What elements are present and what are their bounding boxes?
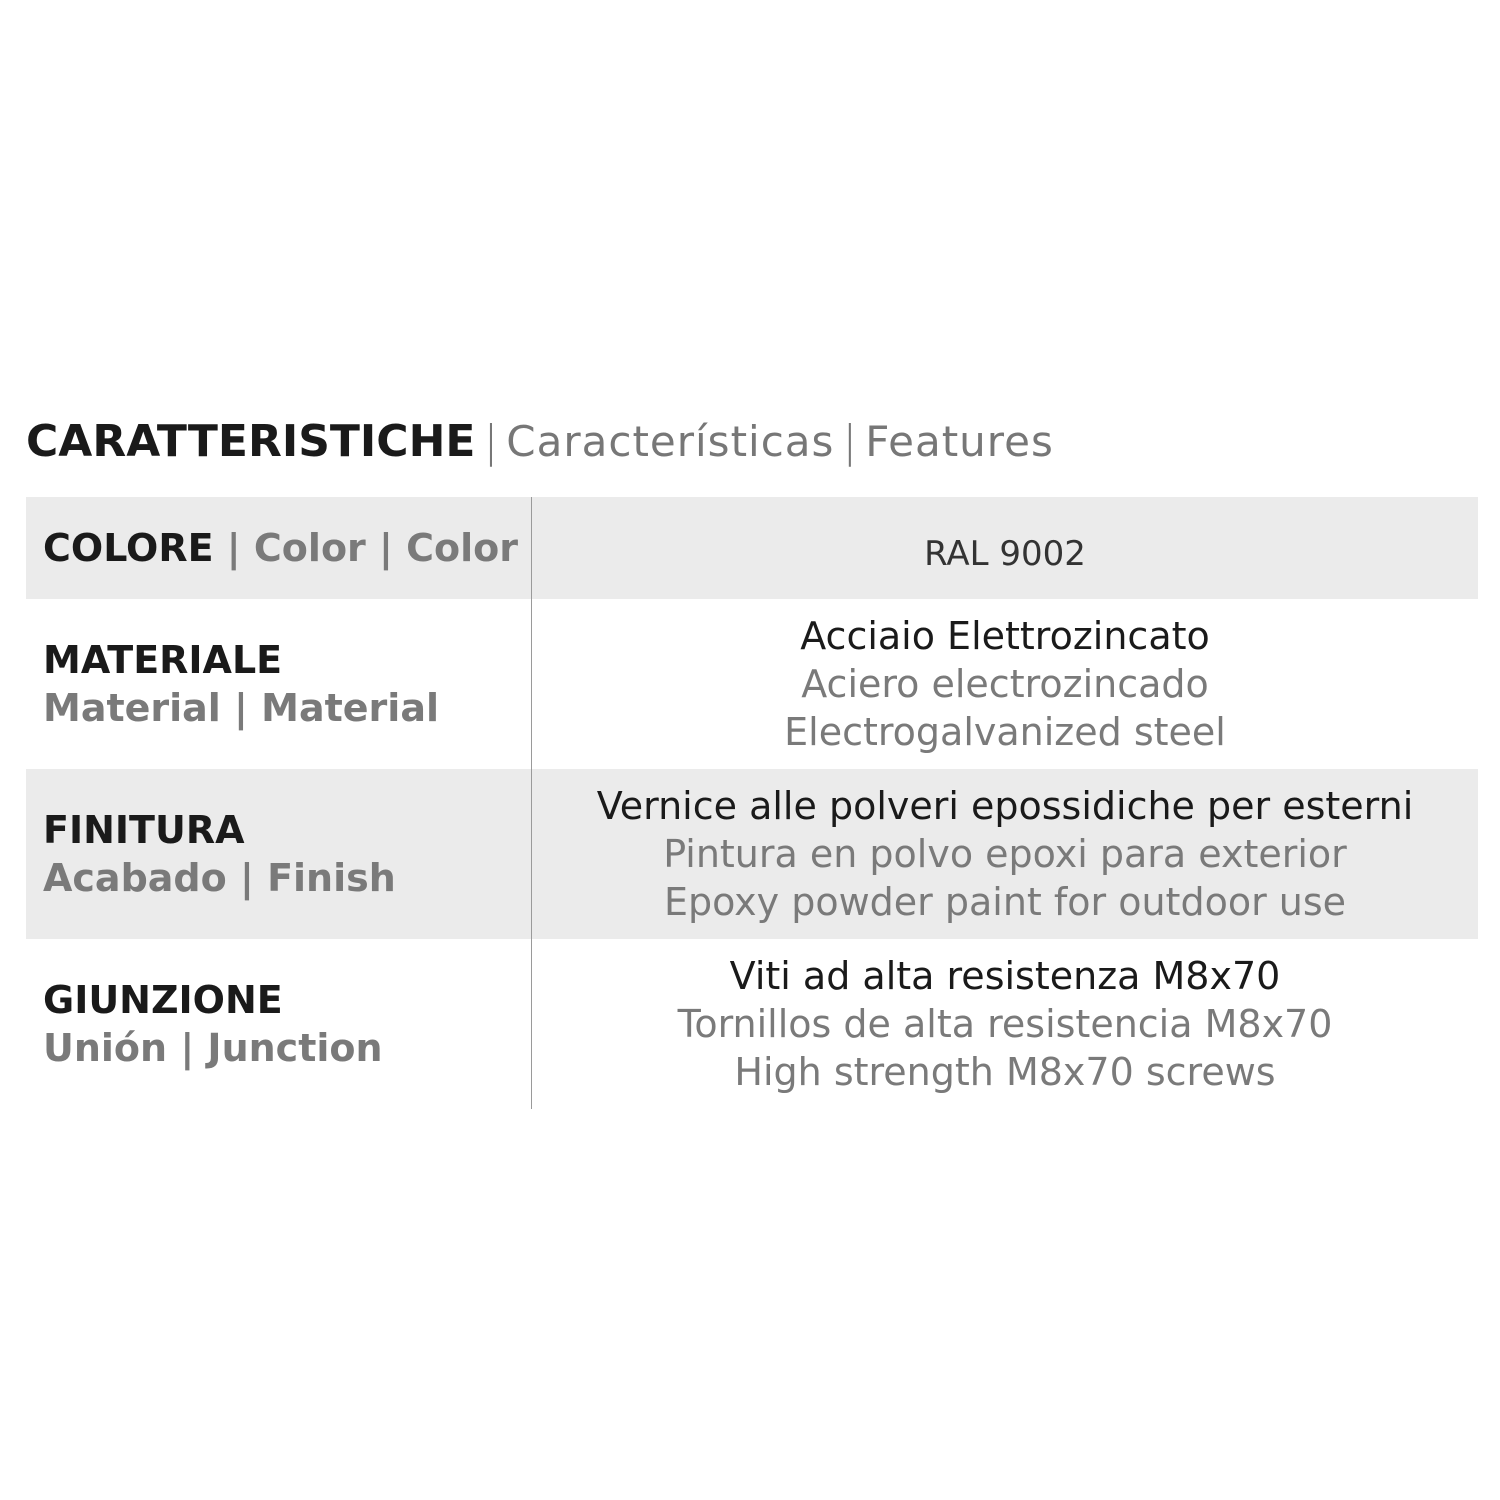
value-it: Vernice alle polveri epossidiche per esterni: [596, 784, 1414, 828]
row-value-cell: [532, 939, 1478, 1109]
label-it: GIUNZIONE: [43, 978, 283, 1022]
row-value-cell: [532, 599, 1478, 769]
label-it: COLORE: [43, 526, 214, 570]
label-separator-2: |: [365, 526, 407, 570]
row-label-cell: [26, 939, 532, 1109]
features-heading: [26, 406, 1054, 476]
row-label-cell: [26, 769, 532, 939]
heading-title-en: Features: [865, 416, 1054, 466]
table-row-color: [26, 497, 1478, 599]
value-en: Electrogalvanized steel: [784, 710, 1226, 754]
label-alt: Unión | Junction: [43, 1026, 383, 1070]
row-label: [43, 524, 531, 572]
label-it: FINITURA: [43, 808, 245, 852]
row-label-cell: [26, 599, 532, 769]
value-es: Pintura en polvo epoxi para exterior: [663, 832, 1347, 876]
label-es: Color: [253, 526, 366, 570]
heading-separator: |: [483, 415, 499, 467]
value-es: Aciero electrozincado: [801, 662, 1209, 706]
heading-separator-2: |: [842, 415, 858, 467]
table-row-finish: [26, 769, 1478, 939]
label-it: MATERIALE: [43, 638, 283, 682]
row-value-cell: [532, 497, 1478, 599]
color-value: RAL 9002: [924, 534, 1086, 574]
features-table: [26, 497, 1478, 1109]
value-it: Acciaio Elettrozincato: [800, 614, 1210, 658]
label-alt: Acabado | Finish: [43, 856, 396, 900]
label-en: Color: [406, 526, 519, 570]
table-row-junction: [26, 939, 1478, 1109]
heading-title-it: CARATTERISTICHE: [26, 415, 476, 467]
value-en: Epoxy powder paint for outdoor use: [663, 880, 1347, 924]
value-it: Viti ad alta resistenza M8x70: [729, 954, 1281, 998]
row-label-cell: [26, 497, 532, 599]
value-en: High strength M8x70 screws: [734, 1050, 1276, 1094]
row-value-cell: [532, 769, 1478, 939]
value-es: Tornillos de alta resistencia M8x70: [677, 1002, 1333, 1046]
heading-title-es: Características: [506, 416, 835, 466]
label-separator: |: [213, 526, 254, 570]
label-alt: Material | Material: [43, 686, 439, 730]
table-row-material: [26, 599, 1478, 769]
